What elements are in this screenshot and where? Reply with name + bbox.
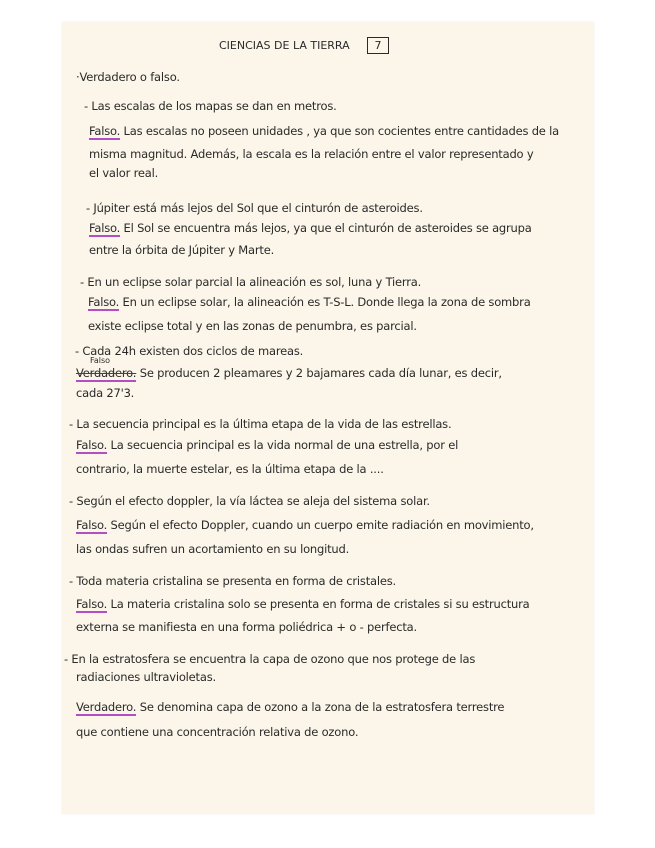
q7-answer-line <box>76 597 530 613</box>
q4-statement: - Cada 24h existen dos ciclos de mareas. <box>75 344 304 358</box>
q8-statement-2: radiaciones ultravioletas. <box>76 670 216 684</box>
q8-explanation-2: que contiene una concentración relativa de ozono. <box>76 725 359 739</box>
q3-answer-line <box>88 295 531 311</box>
q4-explanation-2: cada 27'3. <box>76 386 135 400</box>
q8-explanation-1: Se denomina capa de ozono a la zona de la estratosfera terrestre <box>136 700 505 714</box>
q6-answer-line <box>76 518 534 534</box>
q1-answer-line <box>89 124 559 140</box>
page-title: CIENCIAS DE LA TIERRA <box>219 39 350 52</box>
q7-statement: - Toda materia cristalina se presenta en forma de cristales. <box>69 574 396 588</box>
section-heading: ·Verdadero o falso. <box>76 70 180 84</box>
q4-answer-line <box>76 366 502 382</box>
q5-explanation-2: contrario, la muerte estelar, es la última etapa de la .... <box>76 462 384 476</box>
page-number-box: 7 <box>367 37 389 54</box>
q7-explanation-2: externa se manifiesta en una forma poliédrica + o - perfecta. <box>76 620 417 634</box>
q2-statement: - Júpiter está más lejos del Sol que el cinturón de asteroides. <box>86 201 423 215</box>
q1-answer: Falso. <box>89 124 121 138</box>
q5-statement: - La secuencia principal es la última etapa de la vida de las estrellas. <box>69 417 452 431</box>
q2-explanation-2: entre la órbita de Júpiter y Marte. <box>89 243 275 257</box>
q4-explanation-1: Se producen 2 pleamares y 2 bajamares cada día lunar, es decir, <box>136 366 502 380</box>
q1-explanation-3: el valor real. <box>89 166 159 180</box>
q4-answer-correction: Falso <box>90 356 111 365</box>
q5-answer: Falso. <box>76 438 108 452</box>
q3-statement: - En un eclipse solar parcial la alineación es sol, luna y Tierra. <box>80 275 422 289</box>
q1-explanation-1: Las escalas no poseen unidades , ya que son cocientes entre cantidades de la <box>120 124 559 138</box>
q1-explanation-2: misma magnitud. Además, la escala es la relación entre el valor representado y <box>89 147 534 161</box>
q8-statement-1: - En la estratosfera se encuentra la capa de ozono que nos protege de las <box>64 652 476 666</box>
q3-explanation-1: En un eclipse solar, la alineación es T-S-L. Donde llega la zona de sombra <box>119 295 531 309</box>
q6-answer: Falso. <box>76 518 108 532</box>
q7-explanation-1: La materia cristalina solo se presenta en forma de cristales si su estructura <box>107 597 530 611</box>
q6-explanation-1: Según el efecto Doppler, cuando un cuerpo emite radiación en movimiento, <box>107 518 534 532</box>
q4-answer: Verdadero. <box>76 366 137 380</box>
q2-answer: Falso. <box>89 221 121 235</box>
q8-answer-line <box>76 700 504 716</box>
q3-explanation-2: existe eclipse total y en las zonas de penumbra, es parcial. <box>88 319 417 333</box>
q5-explanation-1: La secuencia principal es la vida normal de una estrella, por el <box>107 438 459 452</box>
q3-answer: Falso. <box>88 295 120 309</box>
q1-statement: - Las escalas de los mapas se dan en metros. <box>84 99 337 113</box>
q7-answer: Falso. <box>76 597 108 611</box>
q6-explanation-2: las ondas sufren un acortamiento en su longitud. <box>76 542 350 556</box>
q2-explanation-1: El Sol se encuentra más lejos, ya que el cinturón de asteroides se agrupa <box>120 221 532 235</box>
q8-answer: Verdadero. <box>76 700 137 714</box>
q5-answer-line <box>76 438 458 454</box>
q2-answer-line <box>89 221 532 237</box>
q6-statement: - Según el efecto doppler, la vía láctea se aleja del sistema solar. <box>69 494 430 508</box>
